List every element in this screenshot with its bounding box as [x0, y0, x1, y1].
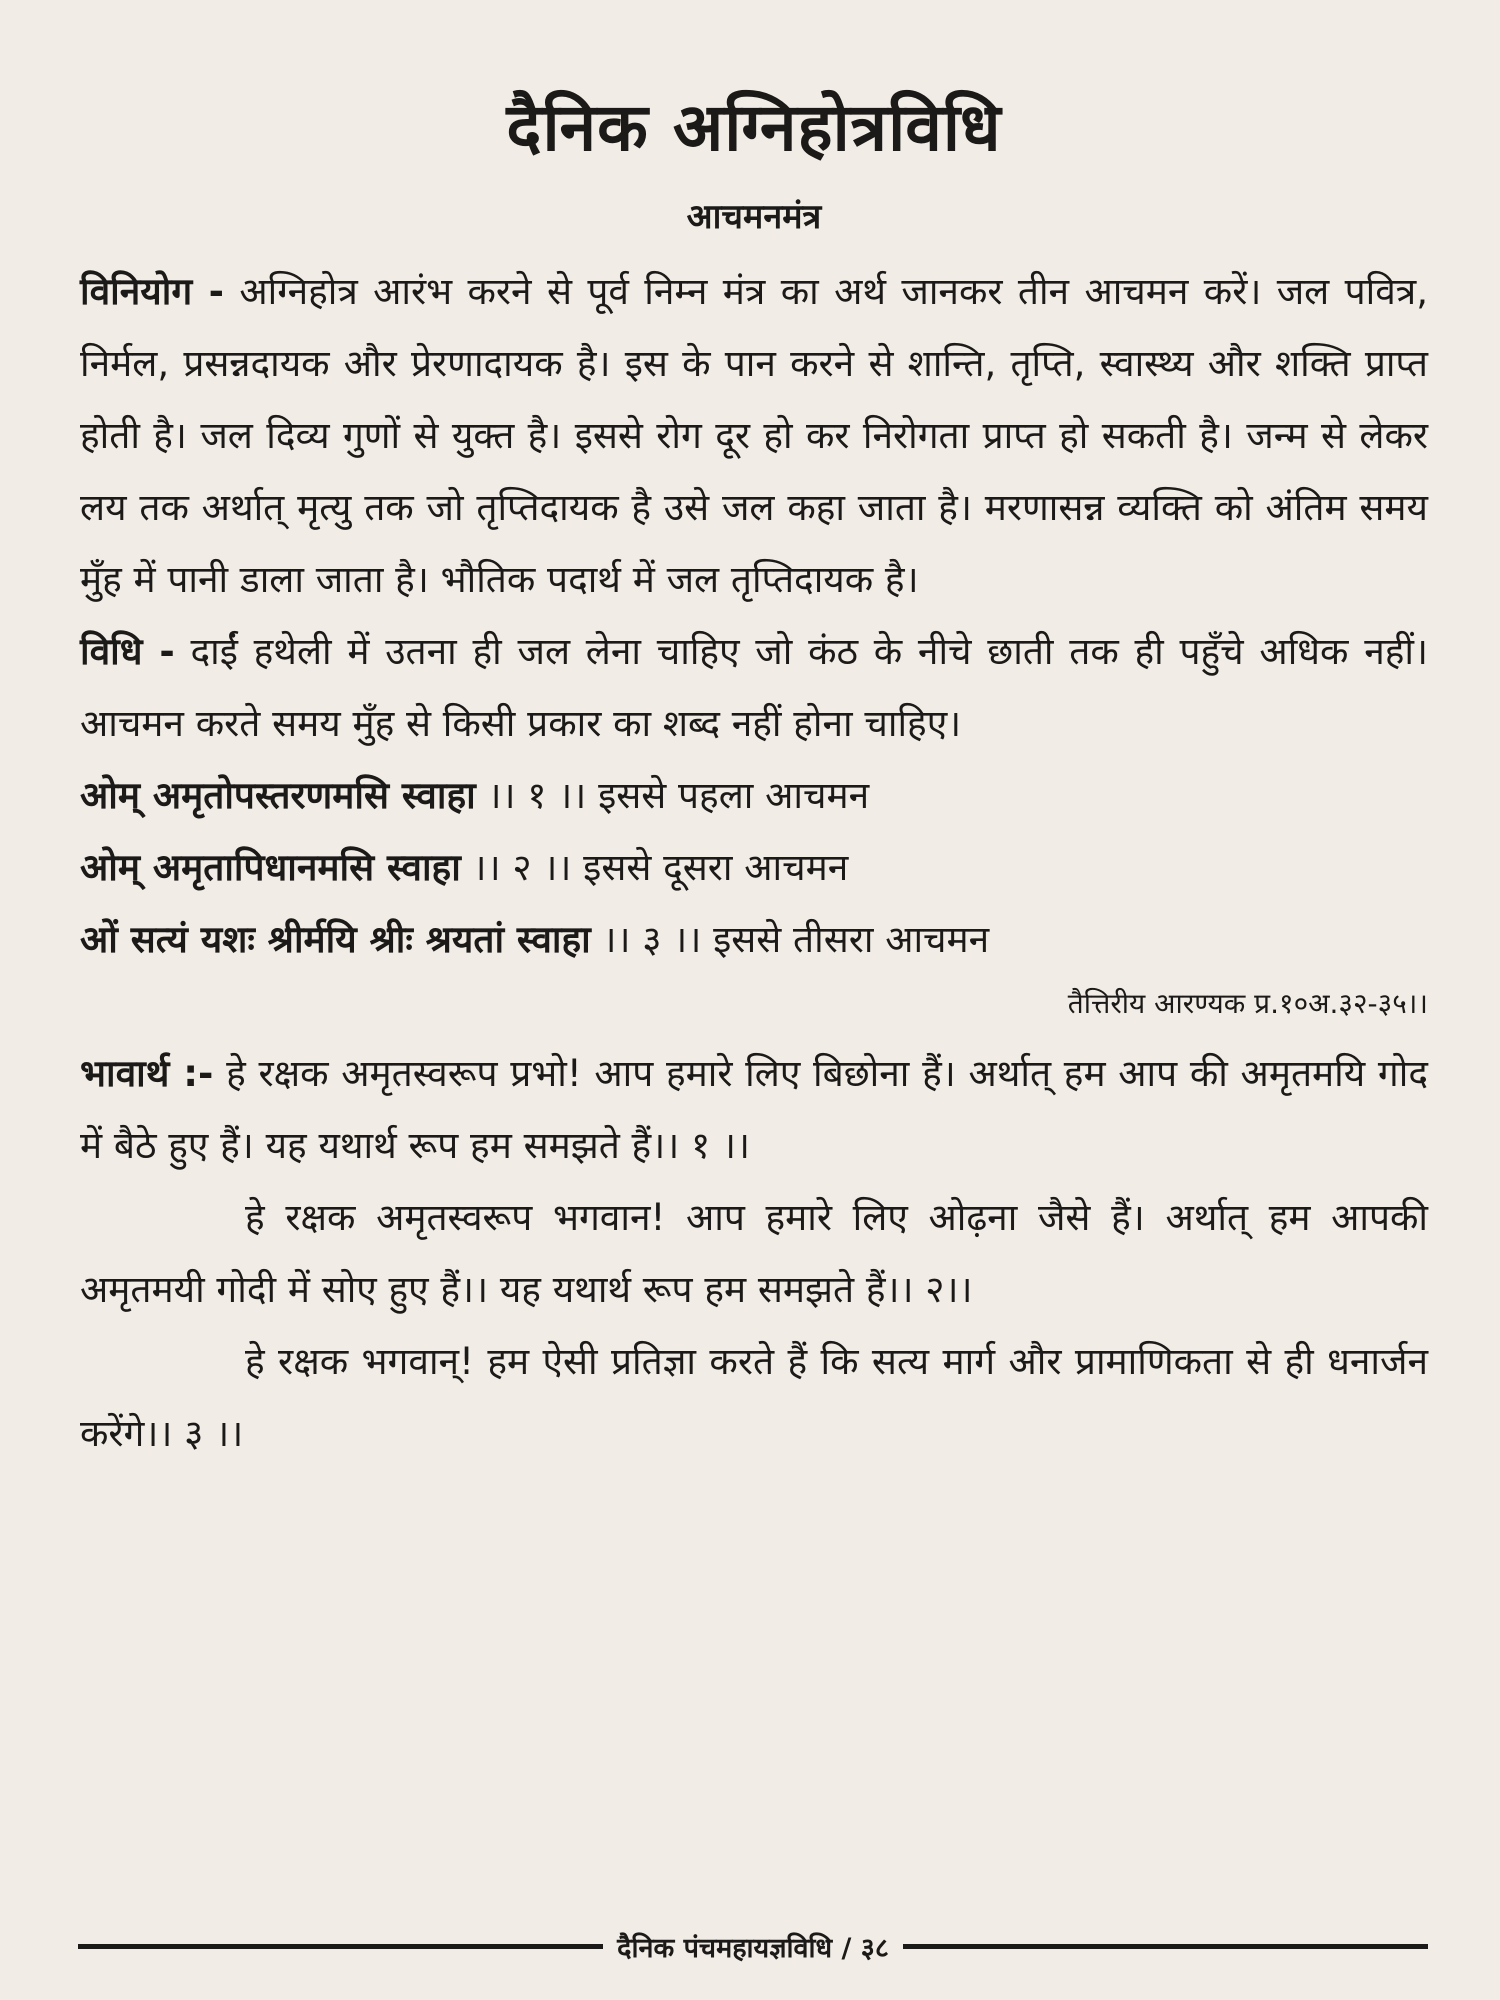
mantra-note: इससे तीसरा आचमन [713, 918, 990, 961]
mantra-number: ।। ३ ।। [602, 918, 702, 961]
mantra-note: इससे दूसरा आचमन [583, 846, 849, 889]
bhavarth-paragraph-1 [80, 1038, 1428, 1182]
viniyog-paragraph [80, 256, 1428, 616]
mantra-number: ।। १ ।। [487, 774, 587, 817]
bhavarth-text-1: हे रक्षक अमृतस्वरूप प्रभो! आप हमारे लिए बिछोना हैं। अर्थात् हम आप की अमृतमयि गोद में बैठे हुए हैं। यह यथार्थ रूप हम समझते हैं।। १ ।। [80, 1052, 1428, 1167]
mantra-text: ओं सत्यं यशः श्रीर्मयि श्रीः श्रयतां स्वाहा [80, 918, 591, 961]
section-subtitle: आचमनमंत्र [686, 197, 822, 237]
vidhi-label: विधि - [80, 630, 175, 673]
page-footer [78, 1928, 1428, 1965]
viniyog-text: अग्निहोत्र आरंभ करने से पूर्व निम्न मंत्र का अर्थ जानकर तीन आचमन करें। जल पवित्र, निर्मल, प्रसन्नदायक और प्रेरणादायक है। इस के पान करने से शान्ति, तृप्ति, स्वास्थ्य और शक्ति प्राप्त होती है। जल दिव्य गुणों से युक्त है। इससे रोग दूर हो कर निरोगता प्राप्त हो सकती है। जन्म से लेकर लय तक अर्थात् मृत्यु तक जो तृप्तिदायक है उसे जल कहा जाता है। मरणासन्न व्यक्ति को अंतिम समय मुँह में पानी डाला जाता है। भौतिक पदार्थ में जल तृप्तिदायक है। [80, 270, 1428, 601]
footer-text: दैनिक पंचमहायज्ञविधि / ३८ [617, 1933, 889, 1964]
mantra-note: इससे पहला आचमन [598, 774, 870, 817]
vidhi-text: दाईं हथेली में उतना ही जल लेना चाहिए जो कंठ के नीचे छाती तक ही पहुँचे अधिक नहीं। आचमन करते समय मुँह से किसी प्रकार का शब्द नहीं होना चाहिए। [80, 630, 1428, 745]
mantra-line-3 [80, 904, 1428, 976]
mantra-text: ओम् अमृतापिधानमसि स्वाहा [80, 846, 461, 889]
bhavarth-paragraph-3: हे रक्षक भगवान्! हम ऐसी प्रतिज्ञा करते हैं कि सत्य मार्ग और प्रामाणिकता से ही धनार्जन करेंगे।। ३ ।। [80, 1340, 1428, 1455]
bhavarth-label: भावार्थ :- [80, 1052, 214, 1095]
mantra-number: ।। २ ।। [472, 846, 572, 889]
vidhi-paragraph [80, 616, 1428, 760]
bhavarth-paragraph-2: हे रक्षक अमृतस्वरूप भगवान! आप हमारे लिए ओढ़ना जैसे हैं। अर्थात् हम आपकी अमृतमयी गोदी में सोए हुए हैं।। यह यथार्थ रूप हम समझते हैं।। २।। [80, 1196, 1428, 1311]
mantra-line-2 [80, 832, 1428, 904]
mantra-line-1 [80, 760, 1428, 832]
viniyog-label: विनियोग - [80, 270, 224, 313]
footer-rule-right [903, 1944, 1428, 1949]
footer-rule-left [78, 1944, 603, 1949]
mantra-text: ओम् अमृतोपस्तरणमसि स्वाहा [80, 774, 476, 817]
page-title: दैनिक अग्निहोत्रविधि [506, 89, 1002, 166]
citation: तैत्तिरीय आरण्यक प्र.१०अ.३२-३५।। [1067, 987, 1428, 1020]
